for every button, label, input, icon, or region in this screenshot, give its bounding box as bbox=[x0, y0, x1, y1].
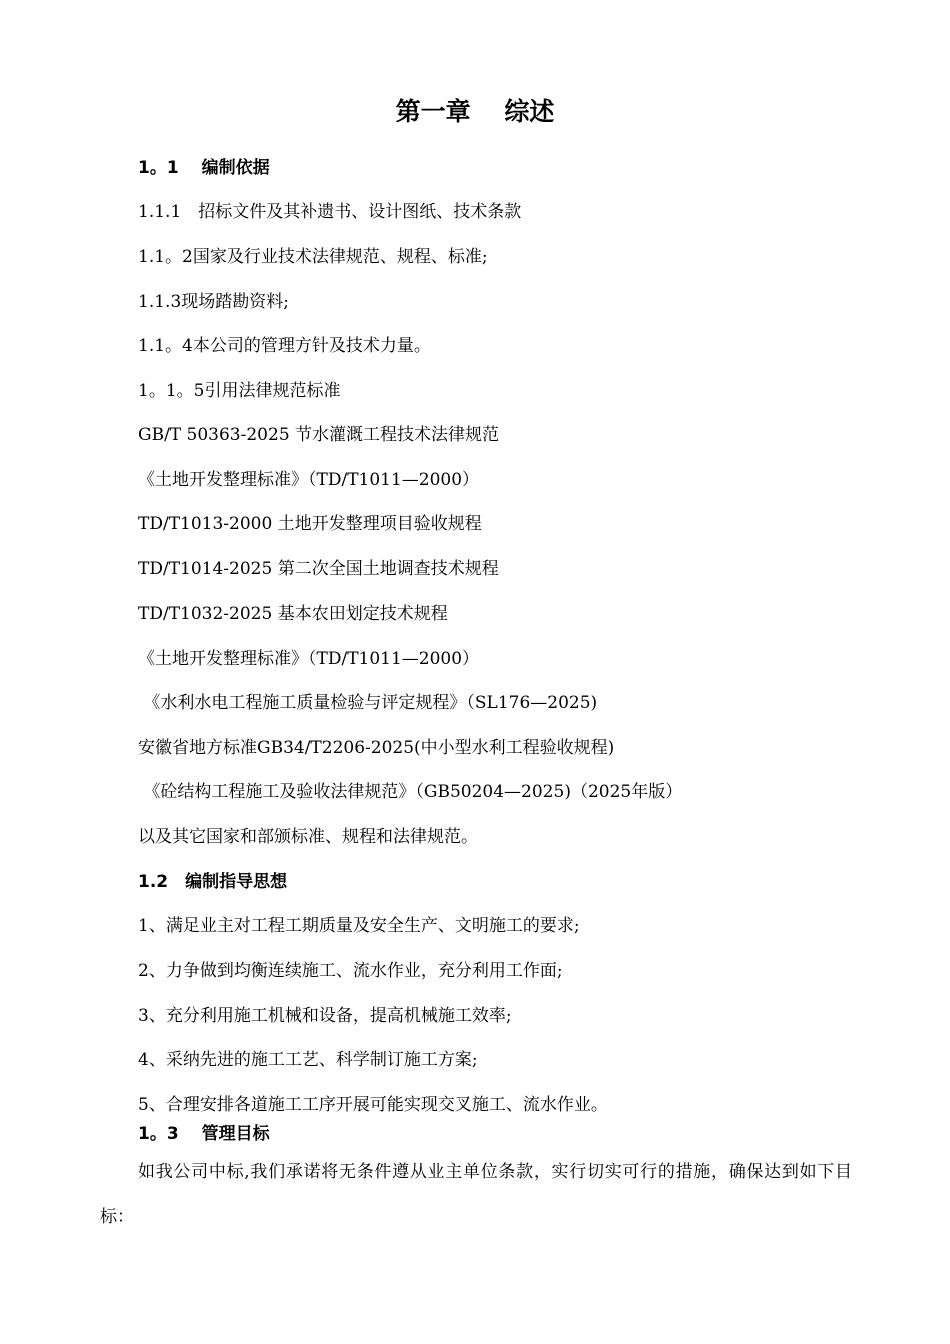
list-item: 2、力争做到均衡连续施工、流水作业，充分利用工作面; bbox=[138, 961, 563, 981]
list-item: 5、合理安排各道施工工序开展可能实现交叉施工、流水作业。 bbox=[138, 1095, 608, 1115]
list-item: TD/T1032-2025 基本农田划定技术规程 bbox=[138, 604, 448, 624]
section-heading-1-3: 1。3 管理目标 bbox=[138, 1124, 270, 1144]
section-heading-1-2: 1.2 编制指导思想 bbox=[138, 872, 288, 892]
list-item: 安徽省地方标准GB34/T2206-2025(中小型水利工程验收规程) bbox=[138, 738, 615, 758]
list-item: 1、满足业主对工程工期质量及安全生产、文明施工的要求; bbox=[138, 916, 580, 936]
list-item: TD/T1014-2025 第二次全国土地调查技术规程 bbox=[138, 559, 499, 579]
list-item: 4、采纳先进的施工工艺、科学制订施工方案; bbox=[138, 1050, 478, 1070]
list-item: 1.1.3现场踏勘资料; bbox=[138, 292, 289, 312]
list-item: 《土地开发整理标准》（TD/T1011—2000） bbox=[138, 649, 480, 669]
list-item: 《水利水电工程施工质量检验与评定规程》（SL176—2025) bbox=[138, 693, 598, 713]
list-item: 1。1。5引用法律规范标准 bbox=[138, 381, 341, 401]
section-heading-1-1: 1。1 编制依据 bbox=[138, 158, 270, 178]
chapter-title: 第一章 综述 bbox=[395, 97, 555, 126]
list-item: GB/T 50363-2025 节水灌溉工程技术法律规范 bbox=[138, 425, 500, 445]
list-item: 1.1.1 招标文件及其补遗书、设计图纸、技术条款 bbox=[138, 202, 522, 222]
list-item: TD/T1013-2000 土地开发整理项目验收规程 bbox=[138, 514, 482, 534]
list-item: 1.1。4本公司的管理方针及技术力量。 bbox=[138, 336, 431, 356]
list-item: 以及其它国家和部颁标准、规程和法律规范。 bbox=[138, 827, 478, 847]
list-item: 《土地开发整理标准》（TD/T1011—2000） bbox=[138, 470, 480, 490]
list-item: 1.1。2国家及行业技术法律规范、规程、标准; bbox=[138, 247, 488, 267]
list-item: 3、充分利用施工机械和设备，提高机械施工效率; bbox=[138, 1006, 512, 1026]
body-paragraph: 如我公司中标,我们承诺将无条件遵从业主单位条款，实行切实可行的措施，确保达到如下目标： bbox=[100, 1162, 852, 1227]
list-item: 《砼结构工程施工及验收法律规范》（GB50204—2025)（2025年版） bbox=[138, 782, 683, 802]
